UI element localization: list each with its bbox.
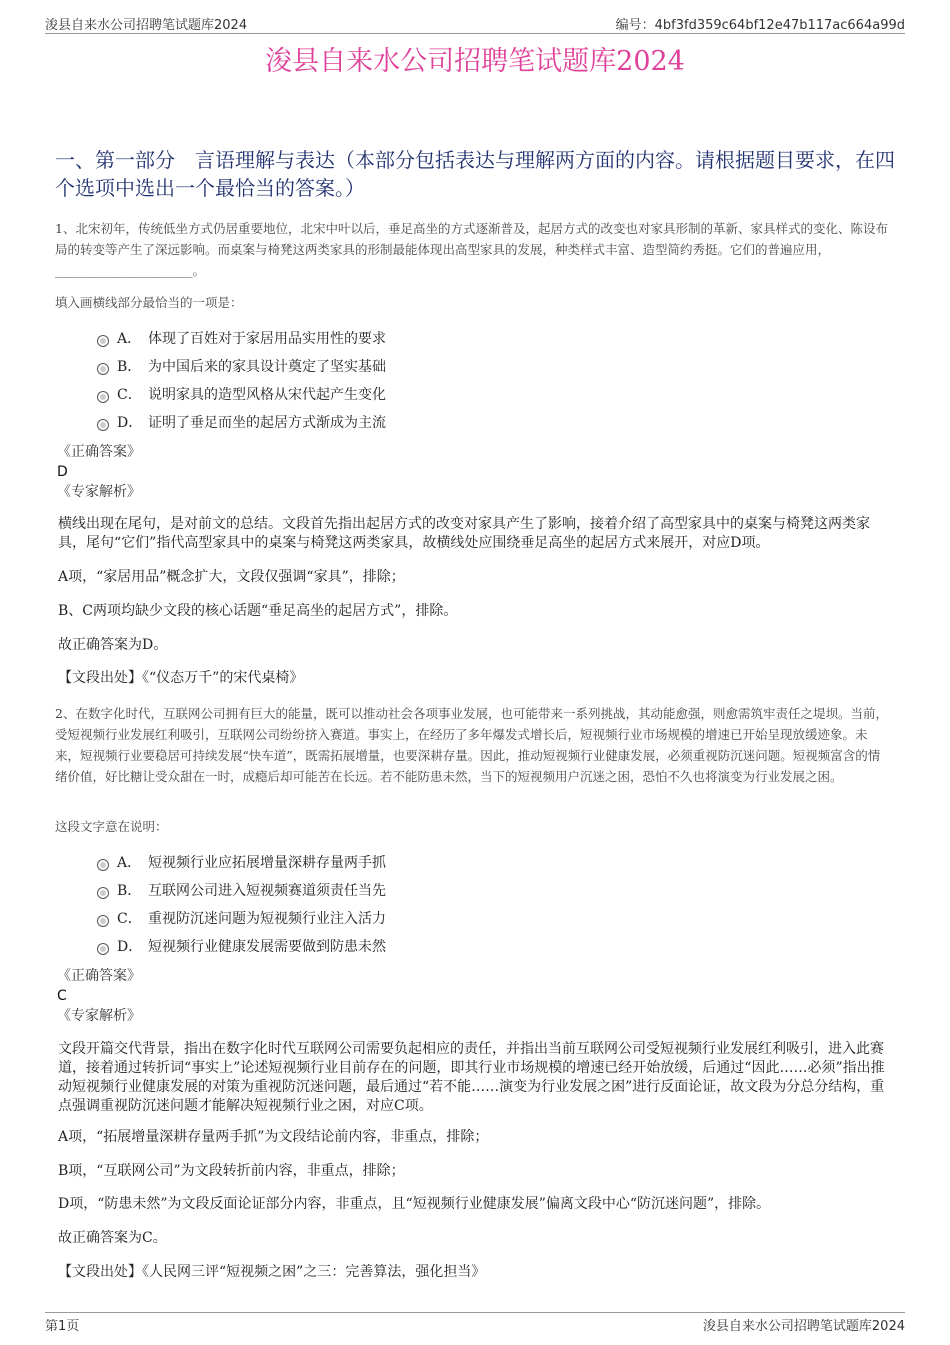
analysis-label: 《专家解析》: [57, 1008, 141, 1024]
radio-icon[interactable]: [97, 887, 109, 899]
header-title: 浚县自来水公司招聘笔试题库2024: [45, 18, 248, 33]
page-header: [45, 14, 905, 34]
question-1-stem: 1、北宋初年，传统低坐方式仍居重要地位，北宋中叶以后，垂足高坐的方式逐渐普及，起居方式的改变也对家具形制的革新、家具样式的变化、陈设布局的转变等产生了深远影响。而桌案与椅凳这两类家具的形制最能体现出高型家具的发展，种类样式丰富、造型简约秀挺。它们的普遍应用，______________________。: [55, 221, 888, 278]
answer-value: D: [57, 464, 68, 480]
radio-icon[interactable]: [97, 943, 109, 955]
analysis-paragraph: B、C两项均缺少文段的核心话题“垂足高坐的起居方式”，排除。: [58, 603, 458, 619]
radio-icon[interactable]: [97, 859, 109, 871]
answer-label: 《正确答案》: [57, 444, 141, 460]
question-2-prompt: 这段文字意在说明：: [55, 819, 168, 834]
analysis-paragraph: 故正确答案为C。: [58, 1230, 167, 1246]
question-1-options: [95, 325, 795, 437]
question-2-options: [95, 849, 795, 961]
option-c[interactable]: [95, 905, 795, 933]
option-text: 说明家具的造型风格从宋代起产生变化: [148, 387, 386, 403]
option-text: 体现了百姓对于家居用品实用性的要求: [148, 331, 386, 347]
source-citation: 【文段出处】《“仪态万千”的宋代桌椅》: [58, 670, 304, 686]
option-text: 短视频行业健康发展需要做到防患未然: [148, 939, 386, 955]
option-text: 证明了垂足而坐的起居方式渐成为主流: [148, 415, 386, 431]
option-key: B．: [117, 883, 142, 899]
page-footer: [45, 1312, 905, 1334]
radio-icon[interactable]: [97, 419, 109, 431]
option-a[interactable]: [95, 849, 795, 877]
option-text: 重视防沉迷问题为短视频行业注入活力: [148, 911, 386, 927]
option-key: C．: [117, 911, 142, 927]
analysis-paragraph: A项，“拓展增量深耕存量两手抓”为文段结论前内容，非重点，排除；: [58, 1129, 489, 1145]
analysis-paragraph: A项，“家居用品”概念扩大，文段仅强调“家具”，排除；: [58, 569, 405, 585]
radio-icon[interactable]: [97, 391, 109, 403]
radio-icon[interactable]: [97, 363, 109, 375]
option-d[interactable]: [95, 933, 795, 961]
option-key: B．: [117, 359, 142, 375]
radio-icon[interactable]: [97, 335, 109, 347]
option-text: 短视频行业应拓展增量深耕存量两手抓: [148, 855, 386, 871]
analysis-paragraph: 文段开篇交代背景，指出在数字化时代互联网公司需要负起相应的责任，并指出当前互联网公司受短视频行业发展红利吸引，进入此赛道，接着通过转折词“事实上”论述短视频行业目前存在的问题，即其行业市场规模的增速已经开始放缓，后通过“因此……必须”指出推动短视频行业健康发展的对策为重视防沉迷问题，最后通过“若不能……演变为行业发展之困”进行反面论证，故文段为分总分结构，重点强调重视防沉迷问题才能解决短视频行业之困，对应C项。: [58, 1041, 885, 1114]
option-b[interactable]: [95, 877, 795, 905]
question-1-prompt: 填入画横线部分最恰当的一项是：: [55, 295, 243, 310]
option-text: 为中国后来的家具设计奠定了坚实基础: [148, 359, 386, 375]
option-key: A．: [117, 331, 142, 347]
page-number: 第1页: [45, 1319, 80, 1334]
option-c[interactable]: [95, 381, 795, 409]
option-d[interactable]: [95, 409, 795, 437]
source-citation: 【文段出处】《人民网三评“短视频之困”之三：完善算法，强化担当》: [58, 1264, 486, 1280]
option-key: D．: [117, 939, 143, 955]
option-text: 互联网公司进入短视频赛道须责任当先: [148, 883, 386, 899]
analysis-paragraph: D项，“防患未然”为文段反面论证部分内容，非重点，且“短视频行业健康发展”偏离文段中心“防沉迷问题”，排除。: [58, 1196, 771, 1212]
analysis-paragraph: 横线出现在尾句，是对前文的总结。文段首先指出起居方式的改变对家具产生了影响，接着介绍了高型家具中的桌案与椅凳这两类家具，尾句“它们”指代高型家具中的桌案与椅凳这两类家具，故横线处应围绕垂足高坐的起居方式来展开，对应D项。: [58, 516, 870, 551]
option-key: D．: [117, 415, 143, 431]
option-key: C．: [117, 387, 142, 403]
answer-label: 《正确答案》: [57, 968, 141, 984]
page-title: 浚县自来水公司招聘笔试题库2024: [265, 46, 685, 77]
analysis-paragraph: B项，“互联网公司”为文段转折前内容，非重点，排除；: [58, 1163, 405, 1179]
option-b[interactable]: [95, 353, 795, 381]
analysis-paragraph: 故正确答案为D。: [58, 637, 168, 653]
section-heading: 一、第一部分 言语理解与表达（本部分包括表达与理解两方面的内容。请根据题目要求，在四个选项中选出一个最恰当的答案。）: [55, 148, 895, 200]
option-a[interactable]: [95, 325, 795, 353]
analysis-label: 《专家解析》: [57, 484, 141, 500]
document-id: 编号：4bf3fd359c64bf12e47b117ac664a99d: [615, 18, 905, 33]
option-key: A．: [117, 855, 142, 871]
answer-value: C: [57, 988, 67, 1004]
footer-title: 浚县自来水公司招聘笔试题库2024: [702, 1319, 905, 1334]
radio-icon[interactable]: [97, 915, 109, 927]
question-2-stem: 2、在数字化时代，互联网公司拥有巨大的能量，既可以推动社会各项事业发展，也可能带来一系列挑战，其动能愈强，则愈需筑牢责任之堤坝。当前，受短视频行业发展红利吸引，互联网公司纷纷挤入赛道。事实上，在经历了多年爆发式增长后，短视频行业市场规模的增速已开始呈现放缓迹象。未来，短视频行业要稳居可持续发展“快车道”，既需拓展增量，也要深耕存量。因此，推动短视频行业健康发展，必须重视防沉迷问题。短视频富含的情绪价值，好比糖让受众甜在一时，成瘾后却可能苦在长远。若不能防患未然，当下的短视频用户沉迷之困，恐怕不久也将演变为行业发展之困。: [55, 706, 888, 784]
